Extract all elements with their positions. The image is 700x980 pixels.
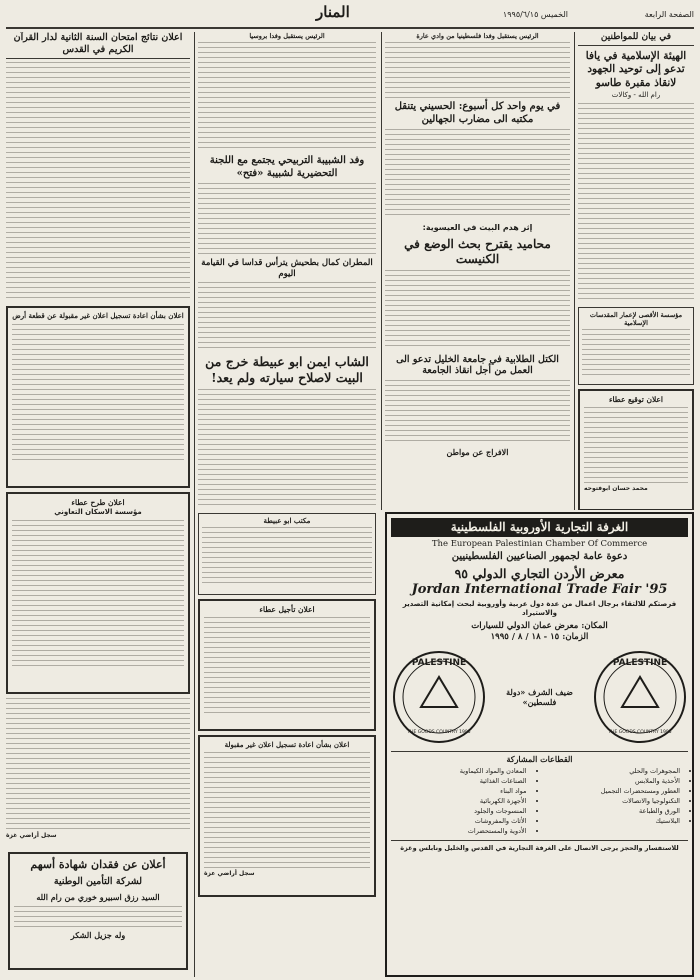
column-2-headline-3: الكتل الطلابية في جامعة الخليل تدعو الى العمل من أجل انقاذ الجامعة	[396, 353, 559, 377]
palestine-emblem-tagline: THE GOODS COUNTRY 1995	[608, 729, 672, 735]
column-3-article-3	[198, 389, 376, 509]
column-4-results	[6, 62, 190, 302]
ad-fair-arabic: معرض الأردن التجاري الدولي ٩٥	[454, 565, 625, 581]
column-4-headline-1: اعلان نتائج امتحان السنة الثانية لدار القرآن الكريم في القدس	[6, 32, 190, 59]
column-2-headline-4: الافراج عن مواطن	[446, 447, 509, 458]
column-4-headline-2: اعلان بشأن اعادة تسجيل اعلان غير مقبولة عن قطعة أرض	[12, 310, 184, 320]
column-1	[578, 32, 694, 510]
column-2-headline-2: محاميد يقترح بحث الوضع في الكنيست	[404, 236, 551, 266]
column-2	[385, 32, 570, 510]
column-3-registration-notice	[198, 735, 376, 897]
column-3-tender	[198, 599, 376, 731]
column-2-article-3	[385, 380, 570, 444]
lost-certificate-thanks: وله جزيل الشكر	[70, 929, 126, 940]
ad-sectors-right	[545, 766, 689, 836]
page-label: الصفحة الرابعة	[644, 9, 694, 19]
sector-item: • الأدوية والمستحضرات	[391, 826, 527, 836]
column-1-headline: الهيئة الإسلامية في يافا تدعو إلى توحيد الجهود لانقاذ مقبرة طاسو	[585, 50, 687, 89]
ad-guest-country: ضيف الشرف «دولة فلسطين»	[506, 686, 573, 707]
column-4-tender-heading: اعلان طرح عطاء	[71, 497, 125, 507]
column-1-dateline: رام الله - وكالات	[611, 90, 661, 99]
lost-certificate-notice	[8, 852, 188, 970]
ad-pitch: فرصتكم للالتقاء برجال اعمال من عدة دول عربية وأوروبية لبحث إمكانية التصدير والاستيراد	[402, 600, 677, 618]
palestine-emblem-right	[592, 649, 688, 745]
ad-sectors-title: القطاعات المشاركة	[391, 751, 688, 764]
sector-item: • المجوهرات والحلي	[545, 766, 681, 776]
sector-item: • الورق والطباعة	[545, 806, 681, 816]
sector-item: • الأحذية والملابس	[545, 776, 681, 786]
palestine-emblem-tagline-2: THE GOODS COUNTRY 1995	[407, 729, 471, 735]
column-2-headline: في يوم واحد كل أسبوع: الحسيني يتنقل مكتبه الى مضارب الجهالين	[394, 101, 561, 125]
ad-venue: المكان: معرض عمان الدولي للسيارات	[471, 621, 608, 632]
palestine-emblem-word: PALESTINE	[612, 657, 668, 668]
column-2-article-2	[385, 270, 570, 350]
lost-certificate-owner: السيد رزق اسبيرو خوري من رام الله	[36, 891, 160, 902]
column-4-signature: سجل أراضي غزة	[6, 831, 57, 839]
ad-sectors	[391, 766, 688, 836]
masthead	[6, 2, 694, 26]
column-3-top-article	[198, 42, 376, 152]
masthead-rule	[6, 27, 694, 29]
column-3-headline-1: وفد الشبيبة التربيحي يجتمع مع اللجنة التحضيرية لشبيبة «فتح»	[209, 155, 365, 179]
column-1-notice-signature: محمد حسان ابوفتوحه	[584, 485, 648, 493]
column-3-headline-3: الشاب ايمن ابو عبيطة خرج من البيت لاصلاح سيارته ولم يعد!	[205, 354, 369, 385]
palestine-emblem-word-2: PALESTINE	[411, 657, 467, 668]
sector-item: • التكنولوجيا والاتصالات	[545, 796, 681, 806]
sector-item: • المنسوجات والجلود	[391, 806, 527, 816]
ad-chamber-arabic: الغرفة التجارية الأوروبية الفلسطينية	[450, 520, 629, 534]
column-3-registration-title: اعلان بشأن اعادة تسجيل اعلان غير مقبولة	[224, 739, 350, 749]
column-3-article-1	[198, 183, 376, 255]
column-3-tender-heading: اعلان تأجيل عطاء	[259, 604, 315, 614]
column-1-notice	[578, 389, 694, 510]
column-4-institution: مؤسسة الاسكان التعاوني	[54, 508, 142, 517]
column-rule-1	[574, 32, 575, 510]
column-1-sidebar-title: مؤسسة الأقصى لإعمار المقدسات الإسلامية	[589, 310, 683, 327]
ad-dates: الزمان: ١٥ - ١٨ / ٨ / ١٩٩٥	[490, 631, 589, 642]
ad-fair-english: Jordan International Trade Fair '95	[411, 582, 668, 598]
column-4-tender	[6, 492, 190, 694]
paper-logo: المنار	[316, 3, 350, 21]
column-1-kicker: في بيان للمواطنين	[578, 32, 694, 46]
column-3-kicker: الرئيس يستقبل وفدا بروسيا	[249, 32, 325, 40]
column-2-article	[385, 129, 570, 219]
sector-item: • المعادن والمواد الكيماوية	[391, 766, 527, 776]
lost-certificate-title: أعلان عن فقدان شهادة أسهم	[30, 858, 166, 871]
column-3	[198, 32, 376, 977]
column-2-kicker: الرئيس يستقبل وفدا فلسطينيا من وادي عارة	[416, 32, 539, 40]
lost-certificate-company: لشركة التأمين الوطنية	[53, 875, 143, 887]
ad-emblem-row	[391, 647, 688, 747]
column-1-notice-title: اعلان توقيع عطاء	[608, 394, 663, 404]
sector-item: • مواد البناء	[391, 786, 527, 796]
column-3-notice	[198, 513, 376, 595]
column-1-article	[578, 103, 694, 303]
ad-contact: للاستفسار والحجز يرجى الاتصال على الغرفة التجارية في القدس والخليل ونابلس وغزة	[391, 840, 688, 852]
sector-item: • البلاستيك	[545, 816, 681, 826]
column-3-signature: سجل أراضي عزة	[204, 870, 255, 878]
column-2-top-article	[385, 42, 570, 98]
column-3-notice-org: مكتب ابو عبيطة	[263, 515, 311, 525]
trade-fair-ad	[385, 512, 694, 977]
column-4-registration	[6, 698, 190, 848]
column-4-notice	[6, 306, 190, 488]
sector-item: • الصناعات الغذائية	[391, 776, 527, 786]
ad-chamber-banner	[391, 518, 688, 537]
column-3-headline-2: المطران كمال بطحيش يترأس قداسا في القيامة اليوم	[201, 258, 373, 279]
ad-invitation: دعوة عامة لجمهور الصناعيين الفلسطينيين	[451, 551, 628, 562]
ad-sectors-left	[391, 766, 535, 836]
column-1-sidebar	[578, 307, 694, 385]
column-2-lead: إثر هدم البيت في العيسوية:	[422, 223, 533, 233]
column-3-article-2	[198, 282, 376, 350]
ad-chamber-english: The European Palestinian Chamber Of Commerce	[431, 539, 648, 549]
sector-item: • الأجهزة الكهربائية	[391, 796, 527, 806]
issue-date: الخميس ١٩٩٥/٦/١٥	[502, 9, 568, 19]
column-rule-3	[194, 32, 195, 977]
palestine-emblem-left	[391, 649, 487, 745]
sector-item: • الأثاث والمفروشات	[391, 816, 527, 826]
column-rule-2	[381, 32, 382, 510]
column-4	[6, 32, 190, 977]
sector-item: • العطور ومستحضرات التجميل	[545, 786, 681, 796]
